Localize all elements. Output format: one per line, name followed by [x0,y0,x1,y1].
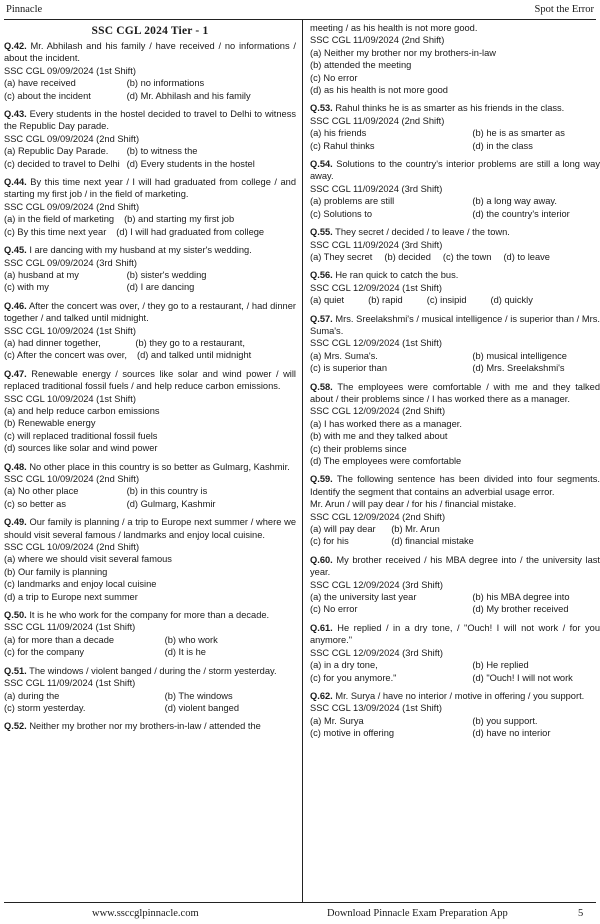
question-62: Q.62. Mr. Surya / have no interior / motive in offering / you support. SSC CGL 13/09/2024 (1st Shift) (a) Mr. Surya (b) you support. (c) motive in offering (d) have no interior [310,690,600,740]
question-60: Q.60. My brother received / his MBA degree into / the university last year. SSC CGL 12/09/2024 (3rd Shift) (a) the university last year (b) his MBA degree into (c) No error (d) My brother received [310,554,600,615]
question-54: Q.54. Solutions to the country's interior problems are still a long way away. SSC CGL 11/09/2024 (3rd Shift) (a) problems are still (b) a long way away. (c) Solutions to (d) the country's interior [310,159,600,219]
right-column [310,22,600,746]
footer-rule [4,902,596,903]
option-a: (a) Neither my brother nor my brothers-in-law [310,47,496,58]
question-source: SSC CGL 10/09/2024 (1st Shift) [4,393,136,404]
question-58: Q.58. The employees were comfortable / with me and they talked about / their problems since / I has worked there as a manager. SSC CGL 12/09/2024 (2nd Shift) (a) I has worked there as a manager. (b) with me and they talked about (c) their problems since (d) The employees were comfortable [310,381,600,466]
option-d: (d) "Ouch! I will not work [472,672,573,683]
option-a: (a) in a dry tone, [310,660,378,671]
option-d: (d) quickly [490,295,533,306]
option-d: (d) violent banged [164,702,240,713]
option-d: (d) financial mistake [391,536,474,547]
option-d: (d) sources like solar and wind power [4,443,158,454]
option-c: (c) No error [310,72,358,83]
header-brand: Pinnacle [6,4,43,15]
question-42: Q.42. Mr. Abhilash and his family / have received / no informations / about the incident. SSC CGL 09/09/2024 (1st Shift) (a) have received (b) no informations (c) about the incident (d) Mr. Abhilash and his family [4,41,296,101]
option-b: (b) sister's wedding [126,269,207,280]
question-source: SSC CGL 12/09/2024 (2nd Shift) [310,406,446,417]
question-50: Q.50. It is he who work for the company for more than a decade. SSC CGL 11/09/2024 (1st Shift) (a) for more than a decade (b) who work (c) for the company (d) It is he [4,609,296,659]
question-55: Q.55. They secret / decided / to leave / the town. SSC CGL 11/09/2024 (3rd Shift) (a) They secret (b) decided (c) the town (d) to leave [310,226,600,263]
question-48: Q.48. No other place in this country is so better as Gulmarg, Kashmir. SSC CGL 10/09/2024 (2nd Shift) (a) No other place (b) in this country is (c) so better as (d) Gulmarg, Kashmir [4,461,296,511]
option-d: (d) a trip to Europe next summer [4,591,138,602]
question-source: SSC CGL 12/09/2024 (3rd Shift) [310,647,443,658]
header-section: Spot the Error [534,4,594,15]
option-c: (c) Solutions to [310,208,373,219]
option-d: (d) in the class [472,140,533,151]
question-source: SSC CGL 12/09/2024 (1st Shift) [310,282,442,293]
option-a: (a) will pay dear [310,524,376,535]
option-c: (c) is superior than [310,363,387,374]
question-59: Q.59. The following sentence has been divided into four segments. Identify the segment that contains an adverbial usage error. Mr. Arun / will pay dear / for his / financial mistake. SSC CGL 12/09/2024 (2nd Shift) (a) will pay dear (b) Mr. Arun (c) for his (d) financial mistake [310,474,600,547]
option-c: (c) about the incident [4,90,91,101]
option-d: (d) and talked until midnight [136,350,252,361]
question-source: SSC CGL 10/09/2024 (1st Shift) [4,325,136,336]
option-d: (d) Mrs. Sreelakshmi's [472,363,565,374]
option-a: (a) his friends [310,128,367,139]
option-d: (d) as his health is not more good [310,85,448,96]
option-a: (a) had dinner together, [4,337,101,348]
option-a: (a) husband at my [4,269,79,280]
option-c: (c) No error [310,604,358,615]
option-c: (c) insipid [426,295,467,306]
option-a: (a) quiet [310,295,345,306]
option-c: (c) Rahul thinks [310,140,375,151]
option-d: (d) have no interior [472,728,551,739]
option-b: (b) rapid [368,295,403,306]
option-d: (d) to leave [503,251,550,262]
option-b: (b) The windows [164,690,233,701]
option-d: (d) My brother received [472,604,569,615]
option-a: (a) and help reduce carbon emissions [4,405,160,416]
question-44: Q.44. By this time next year / I will had graduated from college / and starting my first job / in the field of marketing. SSC CGL 09/09/2024 (2nd Shift) (a) in the field of marketing (b) and starting my first job (c) By this time next year (d) I will had graduated from college [4,177,296,237]
option-c: (c) for the company [4,647,85,658]
page-header [0,0,600,22]
option-b: (b) He replied [472,660,529,671]
option-c: (c) so better as [4,498,67,509]
option-a: (a) have received [4,78,76,89]
option-b: (b) he is as smarter as [472,128,565,139]
question-source: SSC CGL 09/09/2024 (2nd Shift) [4,201,140,212]
question-61: Q.61. He replied / in a dry tone, / "Ouch! I will not work / for you anymore." SSC CGL 12/09/2024 (3rd Shift) (a) in a dry tone, (b) He replied (c) for you anymore." (d) "Ouch! I will not work [310,622,600,683]
question-source: SSC CGL 10/09/2024 (2nd Shift) [4,474,140,484]
option-b: (b) you support. [472,715,538,726]
footer-app-promo: Download Pinnacle Exam Preparation App [327,908,508,919]
question-52-start: Q.52. Neither my brother nor my brothers-in-law / attended the [4,721,261,732]
question-source: SSC CGL 09/09/2024 (3rd Shift) [4,257,137,268]
question-source: SSC CGL 10/09/2024 (2nd Shift) [4,542,140,553]
option-a: (a) where we should visit several famous [4,554,172,565]
option-d: (d) The employees were comfortable [310,456,462,466]
option-b: (b) Our family is planning [4,566,108,577]
question-45: Q.45. I are dancing with my husband at my sister's wedding. SSC CGL 09/09/2024 (3rd Shift) (a) husband at my (b) sister's wedding (c) with my (d) I are dancing [4,244,296,294]
option-a: (a) during the [4,690,60,701]
option-c: (c) motive in offering [310,728,395,739]
question-57: Q.57. Mrs. Sreelakshmi's / musical intelligence / is superior than / Mrs. Suma's. SSC CGL 12/09/2024 (1st Shift) (a) Mrs. Suma's. (b) musical intelligence (c) is superior than (d) Mrs. Sreelakshmi's [310,313,600,374]
option-a: (a) the university last year [310,592,417,603]
option-c: (c) the town [442,251,492,262]
question-source: SSC CGL 12/09/2024 (2nd Shift) [310,511,446,522]
option-b: (b) a long way away. [472,196,557,207]
option-a: (a) Mr. Surya [310,715,364,726]
question-source: SSC CGL 09/09/2024 (2nd Shift) [4,133,140,144]
option-b: (b) and starting my first job [124,214,235,225]
option-c: (c) landmarks and enjoy local cuisine [4,579,157,590]
question-source: SSC CGL 13/09/2024 (1st Shift) [310,703,442,714]
question-52-continued: meeting / as his health is not more good. SSC CGL 11/09/2024 (2nd Shift) (a) Neither my brother nor my brothers-in-law (b) attended the meeting (c) No error (d) as his health is not more good [310,22,600,96]
column-divider [302,20,303,902]
option-b: (b) they go to a restaurant, [135,337,245,348]
option-d: (d) the country's interior [472,208,570,219]
question-source: SSC CGL 11/09/2024 (2nd Shift) [310,115,445,126]
question-53: Q.53. Rahul thinks he is as smarter as his friends in the class. SSC CGL 11/09/2024 (2nd Shift) (a) his friends (b) he is as smarter as (c) Rahul thinks (d) in the class [310,102,600,152]
question-source: SSC CGL 09/09/2024 (1st Shift) [4,65,136,76]
option-d: (d) Every students in the hostel [126,158,255,169]
option-d: (d) I will had graduated from college [116,226,265,237]
question-51: Q.51. The windows / violent banged / during the / storm yesterday. SSC CGL 11/09/2024 (1st Shift) (a) during the (b) The windows (c) storm yesterday. (d) violent banged [4,665,296,715]
option-c: (c) storm yesterday. [4,702,86,713]
question-source: SSC CGL 11/09/2024 (3rd Shift) [310,183,443,194]
question-source: SSC CGL 11/09/2024 (2nd Shift) [310,35,445,46]
option-a: (a) I has worked there as a manager. [310,418,462,429]
option-a: (a) No other place [4,486,79,497]
question-56: Q.56. He ran quick to catch the bus. SSC CGL 12/09/2024 (1st Shift) (a) quiet (b) rapid (c) insipid (d) quickly [310,269,600,306]
question-source: SSC CGL 11/09/2024 (1st Shift) [4,622,136,633]
question-43: Q.43. Every students in the hostel decided to travel to Delhi to witness the Republic Day parade. SSC CGL 09/09/2024 (2nd Shift) (a) Republic Day Parade. (b) to witness the (c) decided to travel to Delhi (d) Every students in the hostel [4,109,296,169]
page-number: 5 [578,908,584,919]
option-b: (b) Mr. Arun [391,524,440,535]
option-c: (c) their problems since [310,443,407,454]
question-46: Q.46. After the concert was over, / they go to a restaurant, / had dinner together / and talked until midnight. SSC CGL 10/09/2024 (1st Shift) (a) had dinner together, (b) they go to a restaurant, (c) After the concert was over, (d) and talked until midnight [4,300,296,361]
option-b: (b) to witness the [126,146,198,157]
option-b: (b) his MBA degree into [472,592,570,603]
option-b: (b) Renewable energy [4,418,96,429]
option-b: (b) who work [164,634,218,645]
page-footer [0,902,600,924]
option-d: (d) It is he [164,647,206,658]
option-b: (b) attended the meeting [310,60,412,71]
option-b: (b) in this country is [126,486,208,497]
option-a: (a) in the field of marketing [4,214,115,225]
option-c: (c) with my [4,282,49,293]
question-49: Q.49. Our family is planning / a trip to Europe next summer / where we should visit several famous / landmarks and enjoy local cuisine. SSC CGL 10/09/2024 (2nd Shift) (a) where we should visit several famous (b) Our family is planning (c) landmarks and enjoy local cuisine (d) a trip to Europe next summer [4,517,296,602]
option-b: (b) musical intelligence [472,350,567,361]
question-source: SSC CGL 11/09/2024 (1st Shift) [4,678,136,689]
option-a: (a) for more than a decade [4,634,115,645]
option-a: (a) They secret [310,251,373,262]
option-b: (b) with me and they talked about [310,431,448,442]
option-a: (a) Republic Day Parade. [4,146,109,157]
left-column [4,22,296,739]
question-source: SSC CGL 12/09/2024 (1st Shift) [310,338,442,349]
option-c: (c) will replaced traditional fossil fuels [4,430,158,441]
option-c: (c) By this time next year [4,226,107,237]
header-rule [4,19,596,20]
question-sentence: Mr. Arun / will pay dear / for his / financial mistake. [310,499,517,510]
option-c: (c) for his [310,536,349,547]
option-d: (d) Mr. Abhilash and his family [126,90,251,101]
option-c: (c) for you anymore." [310,672,397,683]
question-source: SSC CGL 11/09/2024 (3rd Shift) [310,239,443,250]
footer-website: www.ssccglpinnacle.com [92,908,199,919]
question-47: Q.47. Renewable energy / sources like solar and wind power / will replaced traditional fossil fuels / and help reduce carbon emissions. SSC CGL 10/09/2024 (1st Shift) (a) and help reduce carbon emissions (b) Renewable energy (c) will replaced traditional fossil fuels (d) sources like solar and wind power [4,368,296,454]
option-d: (d) I are dancing [126,282,195,293]
option-b: (b) decided [384,251,431,262]
page-title: SSC CGL 2024 Tier - 1 [91,25,209,37]
option-b: (b) no informations [126,78,205,89]
option-c: (c) After the concert was over, [4,350,127,361]
option-d: (d) Gulmarg, Kashmir [126,498,216,509]
option-a: (a) Mrs. Suma's. [310,350,378,361]
option-c: (c) decided to travel to Delhi [4,158,120,169]
question-source: SSC CGL 12/09/2024 (3rd Shift) [310,579,443,590]
option-a: (a) problems are still [310,196,395,207]
